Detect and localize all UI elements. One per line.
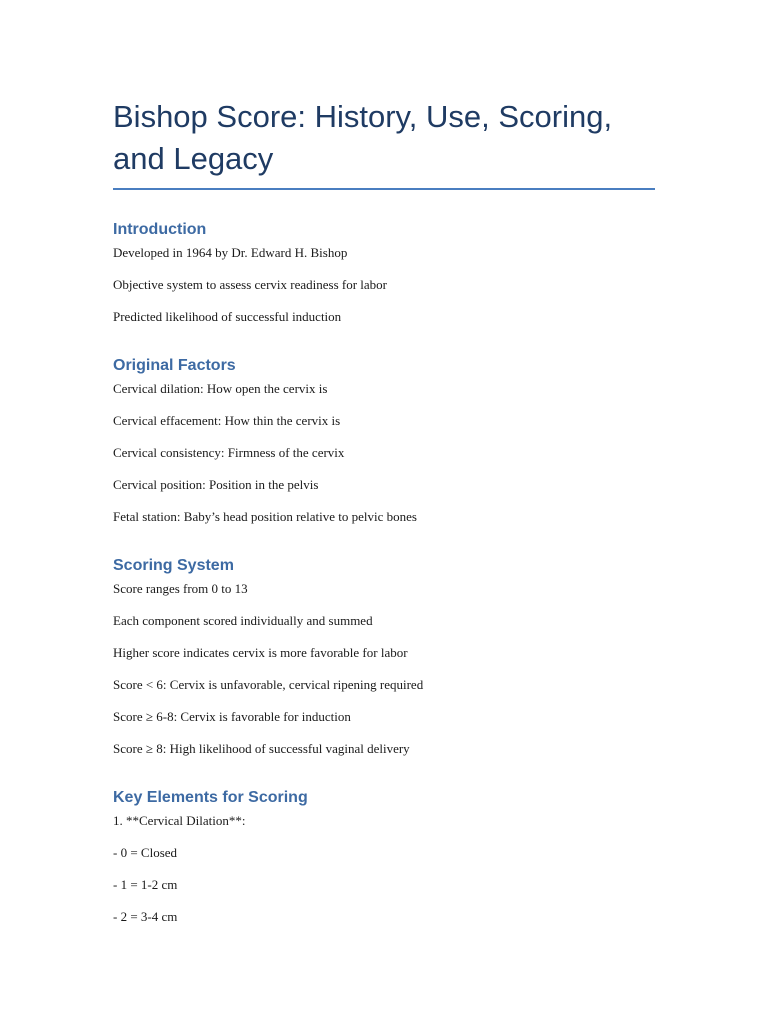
- paragraph: 1. **Cervical Dilation**:: [113, 813, 246, 828]
- paragraph: Score < 6: Cervix is unfavorable, cervical ripening required: [113, 677, 424, 692]
- document-page: [113, 96, 655, 926]
- paragraph: Cervical effacement: How thin the cervix is: [113, 413, 341, 428]
- section-scoring-system: [113, 556, 655, 758]
- paragraph: Objective system to assess cervix readiness for labor: [113, 277, 388, 292]
- section-key-elements: [113, 788, 655, 926]
- paragraph: Higher score indicates cervix is more favorable for labor: [113, 645, 408, 660]
- paragraph: Cervical consistency: Firmness of the cervix: [113, 445, 345, 460]
- section-heading: Scoring System: [113, 557, 234, 574]
- document-title: Bishop Score: History, Use, Scoring, and Legacy: [113, 96, 655, 190]
- paragraph: Cervical position: Position in the pelvis: [113, 477, 319, 492]
- section-heading: Key Elements for Scoring: [113, 789, 308, 806]
- paragraph: Score ≥ 8: High likelihood of successful vaginal delivery: [113, 741, 410, 756]
- paragraph: Cervical dilation: How open the cervix is: [113, 381, 328, 396]
- section-heading: Original Factors: [113, 357, 236, 374]
- paragraph: Score ranges from 0 to 13: [113, 581, 248, 596]
- section-heading: Introduction: [113, 221, 207, 238]
- section-introduction: [113, 220, 655, 326]
- paragraph: - 0 = Closed: [113, 845, 178, 860]
- section-original-factors: [113, 356, 655, 526]
- paragraph: - 1 = 1-2 cm: [113, 877, 178, 892]
- paragraph: Predicted likelihood of successful induction: [113, 309, 342, 324]
- paragraph: Developed in 1964 by Dr. Edward H. Bishop: [113, 245, 348, 260]
- paragraph: Fetal station: Baby’s head position relative to pelvic bones: [113, 509, 417, 524]
- paragraph: Score ≥ 6-8: Cervix is favorable for induction: [113, 709, 351, 724]
- paragraph: Each component scored individually and summed: [113, 613, 373, 628]
- paragraph: - 2 = 3-4 cm: [113, 909, 178, 924]
